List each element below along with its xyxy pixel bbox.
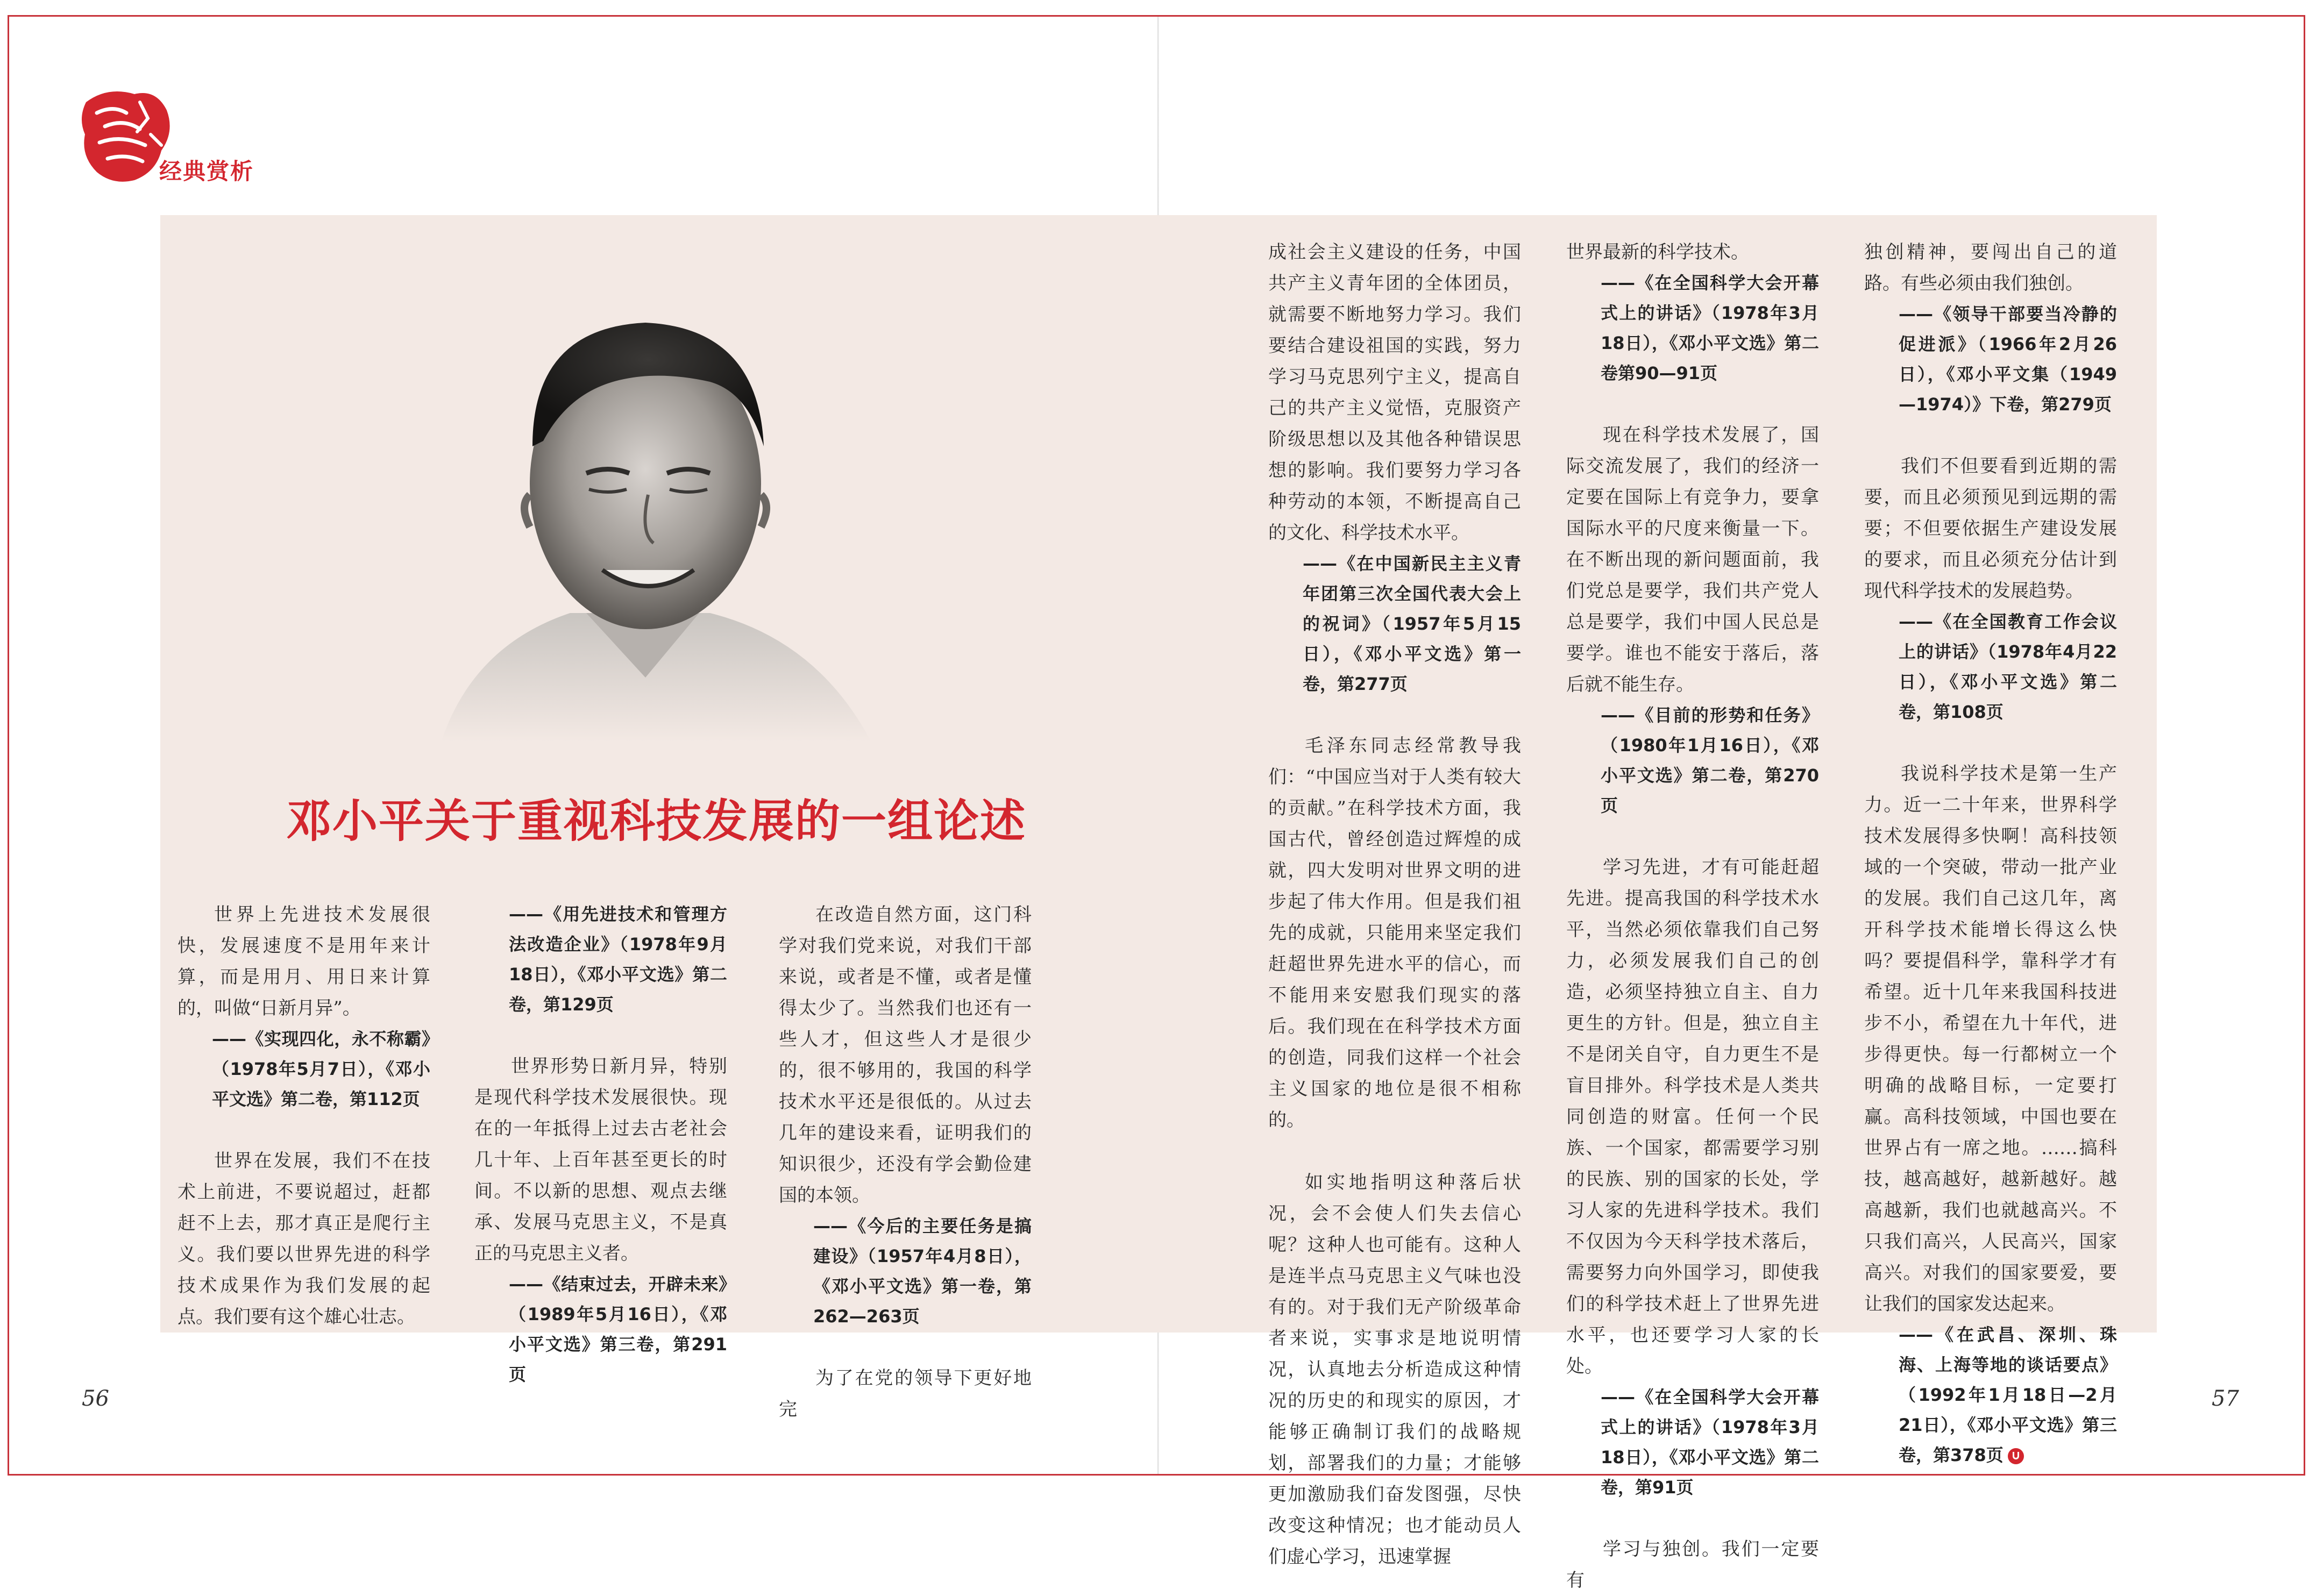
text-column-1: [177, 899, 430, 1333]
body-paragraph: 现在科学技术发展了，国际交流发展了，我们的经济一定要在国际上有竞争力，要拿国际水平的尺度来衡量一下。在不断出现的新问题面前，我们党总是要学，我们共产党人总是要学，我们中国人民总是要学。谁也不能安于落后，落后就不能生存。: [1566, 424, 1819, 695]
text-column-2: [474, 899, 727, 1390]
body-paragraph: 在改造自然方面，这门科学对我们党来说，对我们干部来说，或者是不懂，或者是懂得太少了。当然我们也还有一些人才，但这些人才是很少的，很不够用的，我国的科学技术水平还是很低的。从过去几年的建设来看，证明我们的知识很少，还没有学会勤俭建国的本领。: [779, 904, 1032, 1206]
quote-source: ——《在武昌、深圳、珠海、上海等地的谈话要点》（1992年1月18日—2月21日），《邓小平文选》第三卷，第378页: [1899, 1324, 2117, 1465]
portrait-illustration: [409, 269, 893, 753]
quote-source: ——《在全国教育工作会议上的讲话》（1978年4月22日），《邓小平文选》第二卷，第108页: [1899, 611, 2117, 722]
quote-source: ——《今后的主要任务是搞建设》（1957年4月8日），《邓小平文选》第一卷，第262—263页: [813, 1216, 1032, 1327]
body-paragraph: 我说科学技术是第一生产力。近一二十年来，世界科学技术发展得多快啊！高科技领域的一个突破，带动一批产业的发展。我们自己这几年，离开科学技术能增长得这么快吗？要提倡科学，靠科学才有希望。近十几年来我国科技进步不小，希望在九十年代，进步得更快。每一行都树立一个明确的战略目标，一定要打赢。高科技领域，中国也要在世界占有一席之地。……搞科技，越高越好，越新越好。越高越新，我们也就越高兴。不只我们高兴，人民高兴，国家高兴。对我们的国家要爱，要让我们的国家发达起来。: [1864, 763, 2117, 1315]
body-paragraph: 世界最新的科学技术。: [1566, 241, 1749, 263]
body-paragraph: 为了在党的领导下更好地完: [779, 1367, 1032, 1420]
quote-source: ——《领导干部要当冷静的促进派》（1966年2月26日），《邓小平文集（1949—1974）》下卷，第279页: [1899, 304, 2117, 415]
page-number-left: 56: [82, 1386, 109, 1411]
section-label: 经典赏析: [159, 158, 254, 184]
body-paragraph: 我们不但要看到近期的需要，而且必须预见到远期的需要；不但要依据生产建设发展的要求，而且必须充分估计到现代科学技术的发展趋势。: [1864, 455, 2117, 602]
body-paragraph: 成社会主义建设的任务，中国共产主义青年团的全体团员，就需要不断地努力学习。我们要结合建设祖国的实践，努力学习马克思列宁主义，提高自己的共产主义觉悟，克服资产阶级思想以及其他各种错误思想的影响。我们要努力学习各种劳动的本领，不断提高自己的文化、科学技术水平。: [1268, 241, 1521, 544]
quote-source: ——《在全国科学大会开幕式上的讲话》（1978年3月18日），《邓小平文选》第二卷第90—91页: [1601, 273, 1819, 383]
body-paragraph: 学习与独创。我们一定要有: [1566, 1538, 1819, 1591]
body-paragraph: 如实地指明这种落后状况，会不会使人们失去信心呢？这种人也可能有。这种人是连半点马克思主义气味也没有的。对于我们无产阶级革命者来说，实事求是地说明情况，认真地去分析造成这种情况的历史的和现实的原因，才能够正确制订我们的战略规划，部署我们的力量；才能够更加激励我们奋发图强，尽快改变这种情况；也才能动员人们虚心学习，迅速掌握: [1268, 1172, 1521, 1568]
article-title: 邓小平关于重视科技发展的一组论述: [286, 795, 1026, 847]
quote-source: ——《目前的形势和任务》（1980年1月16日），《邓小平文选》第二卷，第270页: [1601, 705, 1819, 816]
quote-source: ——《实现四化，永不称霸》（1978年5月7日），《邓小平文选》第二卷，第112页: [212, 1029, 430, 1109]
text-column-5: [1566, 237, 1819, 1596]
body-paragraph: 独创精神，要闯出自己的道路。有些必须由我们独创。: [1864, 241, 2117, 294]
text-column-4: [1268, 237, 1521, 1572]
body-paragraph: 世界在发展，我们不在技术上前进，不要说超过，赶都赶不上去，那才真正是爬行主义。我们要以世界先进的科学技术成果作为我们发展的起点。我们要有这个雄心壮志。: [177, 1150, 430, 1328]
text-column-6: [1864, 237, 2117, 1470]
body-paragraph: 学习先进，才有可能赶超先进。提高我国的科学技术水平，当然必须依靠我们自己努力，必须发展我们自己的创造，必须坚持独立自主、自力更生的方针。但是，独立自主不是闭关自守，自力更生不是盲目排外。科学技术是人类共同创造的财富。任何一个民族、一个国家，都需要学习别的民族、别的国家的长处，学习人家的先进科学技术。我们不仅因为今天科学技术落后，需要努力向外国学习，即使我们的科学技术赶上了世界先进水平，也还要学习人家的长处。: [1566, 857, 1819, 1377]
quote-source: ——《在全国科学大会开幕式上的讲话》（1978年3月18日），《邓小平文选》第二卷，第91页: [1601, 1387, 1819, 1498]
body-paragraph: 毛泽东同志经常教导我们：“中国应当对于人类有较大的贡献。”在科学技术方面，我国古代，曾经创造过辉煌的成就，四大发明对世界文明的进步起了伟大作用。但是我们祖先的成就，只能用来坚定我们赶超世界先进水平的信心，而不能用来安慰我们现实的落后。我们现在在科学技术方面的创造，同我们这样一个社会主义国家的地位是很不相称的。: [1268, 735, 1521, 1131]
end-mark-icon: [2008, 1448, 2024, 1464]
quote-source: ——《在中国新民主主义青年团第三次全国代表大会上的祝词》（1957年5月15日），《邓小平文选》第一卷，第277页: [1303, 553, 1521, 694]
body-paragraph: 世界形势日新月异，特别是现代科学技术发展很快。现在的一年抵得上过去古老社会几十年、上百年甚至更长的时间。不以新的思想、观点去继承、发展马克思主义，不是真正的马克思主义者。: [474, 1056, 727, 1264]
page-number-right: 57: [2212, 1386, 2239, 1411]
quote-source: ——《结束过去，开辟未来》（1989年5月16日），《邓小平文选》第三卷，第291页: [509, 1274, 727, 1385]
text-column-3: [779, 899, 1032, 1425]
body-paragraph: 世界上先进技术发展很快，发展速度不是用年来计算，而是用月、用日来计算的，叫做“日新月异”。: [177, 904, 430, 1019]
quote-source: ——《用先进技术和管理方法改造企业》（1978年9月18日），《邓小平文选》第二卷，第129页: [509, 904, 727, 1015]
